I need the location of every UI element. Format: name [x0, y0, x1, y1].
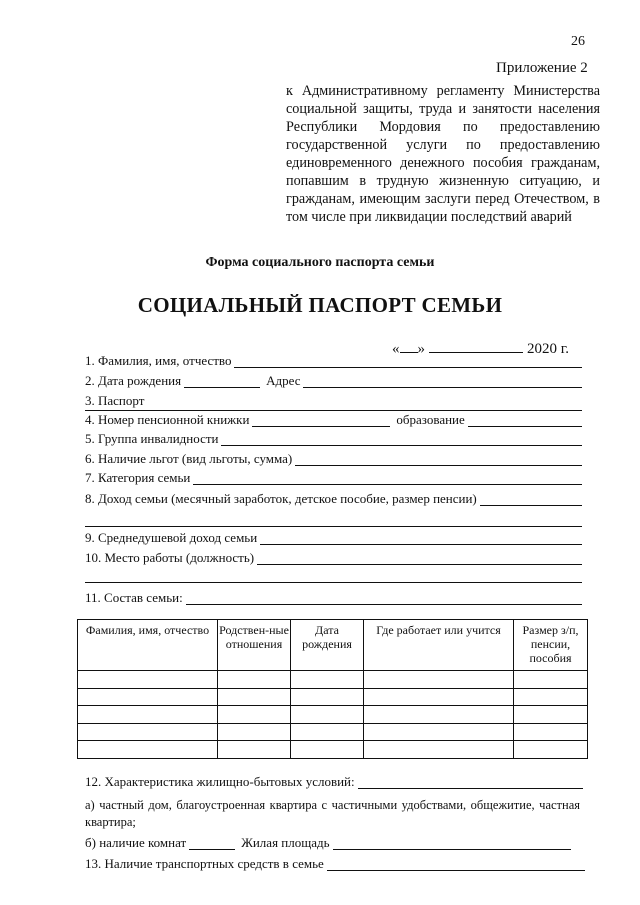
header-relation: Родствен-ные отношения	[218, 620, 291, 671]
field-passport	[85, 394, 582, 408]
date-open-quote: «	[392, 341, 400, 357]
day-blank[interactable]	[400, 339, 418, 353]
living-area-label: Жилая площадь	[241, 835, 330, 850]
family-members-table	[77, 619, 588, 759]
housing-type-options: а) частный дом, благоустроенная квартира с частичными удобствами, общежитие, частная квартира;	[85, 798, 580, 829]
table-cell[interactable]	[218, 741, 291, 759]
table-row	[78, 741, 588, 759]
rooms-line[interactable]	[189, 838, 235, 850]
family-income-line[interactable]	[480, 494, 582, 506]
table-cell[interactable]	[78, 688, 218, 706]
table-cell[interactable]	[514, 706, 588, 724]
table-cell[interactable]	[218, 688, 291, 706]
header-birth-date: Дата рождения	[291, 620, 364, 671]
disability-line[interactable]	[221, 434, 582, 446]
line-extra[interactable]	[85, 410, 582, 411]
living-area-line[interactable]	[333, 838, 571, 850]
main-title: СОЦИАЛЬНЫЙ ПАСПОРТ СЕМЬИ	[137, 293, 503, 317]
field-living-conditions	[85, 775, 582, 789]
field-family-composition	[85, 591, 582, 605]
family-category-line[interactable]	[193, 473, 582, 485]
regulation-reference: к Административному регламенту Министерства социальной защиты, труда и занятости населения Республики Мордовия по предоставлению государственной услуги по предоставлению единовременного денежного пособия гражданам, попавшим в трудную жизненную ситуацию, и гражданам, имеющим заслуги перед Отечеством, в том числе при ликвидации последствий аварий	[286, 83, 600, 225]
birth-date-line[interactable]	[184, 376, 260, 388]
table-cell[interactable]	[364, 688, 514, 706]
address-line[interactable]	[303, 376, 582, 388]
table-cell[interactable]	[218, 671, 291, 689]
field-rooms-area	[85, 836, 582, 850]
workplace-line[interactable]	[257, 553, 582, 565]
header-name: Фамилия, имя, отчество	[78, 620, 218, 671]
workplace-continuation-line[interactable]	[85, 582, 582, 583]
education-label: образование	[396, 412, 465, 427]
income-continuation-line[interactable]	[85, 526, 582, 527]
table-cell[interactable]	[514, 723, 588, 741]
field-vehicles	[85, 857, 582, 871]
table-cell[interactable]	[364, 706, 514, 724]
table-row	[78, 723, 588, 741]
date-close-quote: »	[417, 341, 425, 357]
table-cell[interactable]	[364, 723, 514, 741]
field-family-category	[85, 471, 582, 485]
per-capita-income-label: 9. Среднедушевой доход семьи	[85, 530, 258, 545]
table-header-row	[78, 620, 588, 671]
rooms-label: б) наличие комнат	[85, 835, 187, 850]
header-work-study: Где работает или учится	[364, 620, 514, 671]
date-year: 2020 г.	[527, 341, 569, 357]
field-family-income	[85, 492, 582, 506]
table-cell[interactable]	[78, 706, 218, 724]
education-line[interactable]	[468, 415, 582, 427]
field-full-name	[85, 354, 582, 368]
field-disability-group	[85, 432, 582, 446]
pension-book-line[interactable]	[252, 415, 390, 427]
table-cell[interactable]	[364, 741, 514, 759]
form-title: Форма социального паспорта семьи	[205, 255, 435, 270]
appendix-label: Приложение 2	[496, 60, 588, 76]
table-row	[78, 671, 588, 689]
table-cell[interactable]	[514, 741, 588, 759]
vehicles-line[interactable]	[327, 859, 585, 871]
table-cell[interactable]	[78, 723, 218, 741]
table-cell[interactable]	[291, 706, 364, 724]
family-category-label: 7. Категория семьи	[85, 470, 191, 485]
benefits-line[interactable]	[295, 454, 582, 466]
full-name-label: 1. Фамилия, имя, отчество	[85, 353, 232, 368]
family-income-label: 8. Доход семьи (месячный заработок, детское пособие, размер пенсии)	[85, 491, 477, 506]
month-blank[interactable]	[429, 339, 523, 353]
table-cell[interactable]	[78, 741, 218, 759]
family-composition-line[interactable]	[186, 593, 582, 605]
table-cell[interactable]	[291, 741, 364, 759]
vehicles-label: 13. Наличие транспортных средств в семье	[85, 856, 324, 871]
table-row	[78, 706, 588, 724]
disability-label: 5. Группа инвалидности	[85, 431, 219, 446]
table-cell[interactable]	[364, 671, 514, 689]
page-number: 26	[571, 34, 585, 49]
birth-date-label: 2. Дата рождения	[85, 373, 182, 388]
field-pension-book	[85, 413, 582, 427]
table-cell[interactable]	[291, 688, 364, 706]
header-income-size: Размер з/п, пенсии, пособия	[514, 620, 588, 671]
field-birth-address	[85, 374, 582, 388]
table-cell[interactable]	[291, 671, 364, 689]
field-workplace	[85, 551, 582, 565]
table-cell[interactable]	[291, 723, 364, 741]
workplace-label: 10. Место работы (должность)	[85, 550, 255, 565]
per-capita-income-line[interactable]	[260, 533, 582, 545]
benefits-label: 6. Наличие льгот (вид льготы, сумма)	[85, 451, 293, 466]
table-cell[interactable]	[78, 671, 218, 689]
table-cell[interactable]	[218, 706, 291, 724]
table-cell[interactable]	[218, 723, 291, 741]
living-conditions-label: 12. Характеристика жилищно-бытовых условий:	[85, 774, 355, 789]
address-label: Адрес	[266, 373, 301, 388]
table-row	[78, 688, 588, 706]
passport-label: 3. Паспорт	[85, 393, 145, 408]
table-cell[interactable]	[514, 688, 588, 706]
table-cell[interactable]	[514, 671, 588, 689]
family-composition-label: 11. Состав семьи:	[85, 590, 183, 605]
living-conditions-line[interactable]	[358, 777, 583, 789]
field-benefits	[85, 452, 582, 466]
full-name-line[interactable]	[234, 356, 582, 368]
pension-book-label: 4. Номер пенсионной книжки	[85, 412, 250, 427]
field-per-capita-income	[85, 531, 582, 545]
